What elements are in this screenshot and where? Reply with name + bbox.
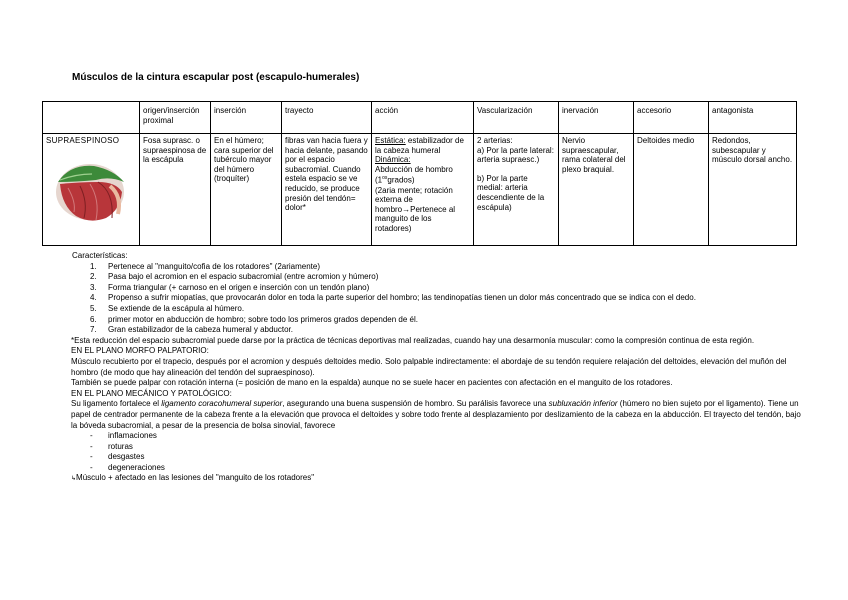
list-item: - desgastes xyxy=(90,452,145,462)
origen-cell: Fosa suprasc. o supraespinosa de la escápula xyxy=(140,134,211,246)
list-item-text: degeneraciones xyxy=(108,462,165,472)
list-item-text: Pertenece al "manguito/cofia de los rotadores" (2ariamente) xyxy=(108,261,321,271)
nota-paragraph: *Esta reducción del espacio subacromial puede darse por la práctica de técnicas deportivas mal realizadas, cuando hay una desarmonía muscular: como la compresión continua de esta región. xyxy=(71,335,755,345)
header-vascularizacion: Vascularización xyxy=(474,102,559,134)
list-item-text: primer motor en abducción de hombro; sobre todo los primeros grados dependen de él. xyxy=(108,314,418,324)
header-accesorio: accesorio xyxy=(634,102,709,134)
dinamica-label: Dinámica: xyxy=(375,155,411,165)
list-item: 2. Pasa bajo el acromion en el espacio subacromial (entre acromion y húmero) xyxy=(90,272,379,282)
dinamica-text-a: Abducción de hombro (1 xyxy=(375,164,453,186)
header-trayecto: trayecto xyxy=(282,102,372,134)
list-item: 1. Pertenece al "manguito/cofia de los rotadores" (2ariamente) xyxy=(90,261,321,271)
list-item: 3. Forma triangular (+ carnoso en el origen e inserción con un tendón plano) xyxy=(90,282,370,292)
arrow-icon: ↳ xyxy=(71,476,77,483)
vasc-line-c: b) Por la parte medial: arteria descendiente de la escápula) xyxy=(477,173,545,212)
caracteristicas-list xyxy=(72,262,802,336)
estatica-text: estabilizador de la cabeza humeral xyxy=(375,136,464,155)
list-item-text: Forma triangular (+ carnoso en el origen e inserción con un tendón plano) xyxy=(108,282,370,292)
header-empty-cell xyxy=(43,102,140,134)
list-item-text: Propenso a sufrir miopatías, que provocarán dolor en toda la parte superior del hombro; las tendinopatías tienen un dolor más concentrado que se indica con el dedo. xyxy=(108,293,696,303)
header-insercion: inserción xyxy=(211,102,282,134)
mecanico-italic-subluxacion: subluxación inferior xyxy=(548,399,618,409)
header-inervacion: inervación xyxy=(559,102,634,134)
muscle-name: SUPRAESPINOSO xyxy=(46,136,120,145)
vasc-line-b: a) Por la parte lateral: arteria supraesc.) xyxy=(477,145,554,165)
final-line xyxy=(71,473,801,485)
header-origen: origen/inserción proximal xyxy=(140,102,211,134)
list-item-text: inflamaciones xyxy=(108,431,157,441)
shoulder-muscle-illustration xyxy=(50,152,130,226)
mecanico-heading: EN EL PLANO MECÁNICO Y PATOLÓGICO: xyxy=(71,388,232,398)
header-accion: acción xyxy=(372,102,474,134)
vasc-line-a: 2 arterias: xyxy=(477,136,513,145)
dinamica-text-b: grados) xyxy=(387,176,415,186)
list-item: 6. primer motor en abducción de hombro; sobre todo los primeros grados dependen de él. xyxy=(90,314,418,324)
dinamica-sup: os xyxy=(382,175,388,182)
table-header-row xyxy=(43,102,797,134)
document-title: Músculos de la cintura escapular post (escapulo-humerales) xyxy=(72,72,360,83)
content-body xyxy=(72,251,802,485)
final-text: Músculo + afectado en las lesiones del "manguito de los rotadores" xyxy=(76,473,315,483)
mecanico-text-a: Su ligamento fortalece el xyxy=(71,399,162,409)
morfo-paragraph: Músculo recubierto por el trapecio, después por el acromion y después deltoides medio. Solo palpable indirectamente: el abordaje de su tendón requiere relajación del deltoides, elevación del muñón del hombro (de modo que hay alineación del tendón del supraespinoso). xyxy=(71,356,787,377)
mecanico-text-c: , asegurando una buena suspensión de hombro. Su parálisis favorece una xyxy=(282,399,549,409)
mecanico-text-e: (húmero no bien sujeto por el ligamento). Tiene un papel de centrador permanente de la cabeza frente a la elevación que provoca el deltoides y sobre todo frente al desplazamiento por deslizamiento de la cabeza en la abducción. El trayecto del tendón, bajo la bóveda subacromial, a pesar de la presencia de bolsa sinovial, favorece xyxy=(71,399,801,430)
muscle-name-cell xyxy=(43,134,140,246)
morfo-heading: EN EL PLANO MORFO PALPATORIO: xyxy=(71,346,209,356)
muscle-table xyxy=(42,101,797,246)
estatica-label: Estática: xyxy=(375,136,406,145)
list-item-text: desgastes xyxy=(108,452,145,462)
header-antagonista: antagonista xyxy=(709,102,797,134)
insercion-cell: En el húmero; cara superior del tubérculo mayor del húmero (troquíter) xyxy=(211,134,282,246)
list-item-text: Se extiende de la escápula al húmero. xyxy=(108,303,245,313)
accion-cell xyxy=(372,134,474,246)
antagonista-cell: Redondos, subescapular y músculo dorsal ancho. xyxy=(709,134,797,246)
trayecto-cell: fibras van hacia fuera y hacia delante, pasando por el espacio subacromial. Cuando estela espacio se ve reducido, se produce presión del tendón= dolor* xyxy=(282,134,372,246)
list-item: - degeneraciones xyxy=(90,462,165,472)
list-item: - inflamaciones xyxy=(90,431,157,441)
mecanico-italic-ligamento: ligamento coracohumeral superior xyxy=(161,399,283,409)
list-item-text: Gran estabilizador de la cabeza humeral y abductor. xyxy=(108,325,293,335)
caracteristicas-label: Características: xyxy=(72,251,128,260)
inervacion-cell: Nervio supraescapular, rama colateral del plexo braquial. xyxy=(559,134,634,246)
accesorio-cell: Deltoides medio xyxy=(634,134,709,246)
list-item-text: roturas xyxy=(108,441,133,451)
list-item: 7. Gran estabilizador de la cabeza humeral y abductor. xyxy=(90,325,293,335)
morfo-paragraph-2: También se puede palpar con rotación interna (= posición de mano en la espalda) aunque no se suele hacer en pacientes con afectación en el manguito de los rotadores. xyxy=(71,378,673,388)
list-item: - roturas xyxy=(90,441,133,451)
list-item-text: Pasa bajo el acromion en el espacio subacromial (entre acromion y húmero) xyxy=(108,272,379,282)
list-item: 5. Se extiende de la escápula al húmero. xyxy=(90,303,245,313)
mecanico-paragraph xyxy=(71,399,801,431)
vascularizacion-cell xyxy=(474,134,559,246)
rotacion-text: (2aria mente; rotación externa de hombro→Pertenece al manguito de los rotadores) xyxy=(375,185,456,233)
favorece-list xyxy=(72,431,802,473)
table-row xyxy=(43,134,797,246)
list-item: 4. Propenso a sufrir miopatías, que provocarán dolor en toda la parte superior del hombro; las tendinopatías tienen un dolor más concentrado que se indica con el dedo. xyxy=(90,293,696,303)
